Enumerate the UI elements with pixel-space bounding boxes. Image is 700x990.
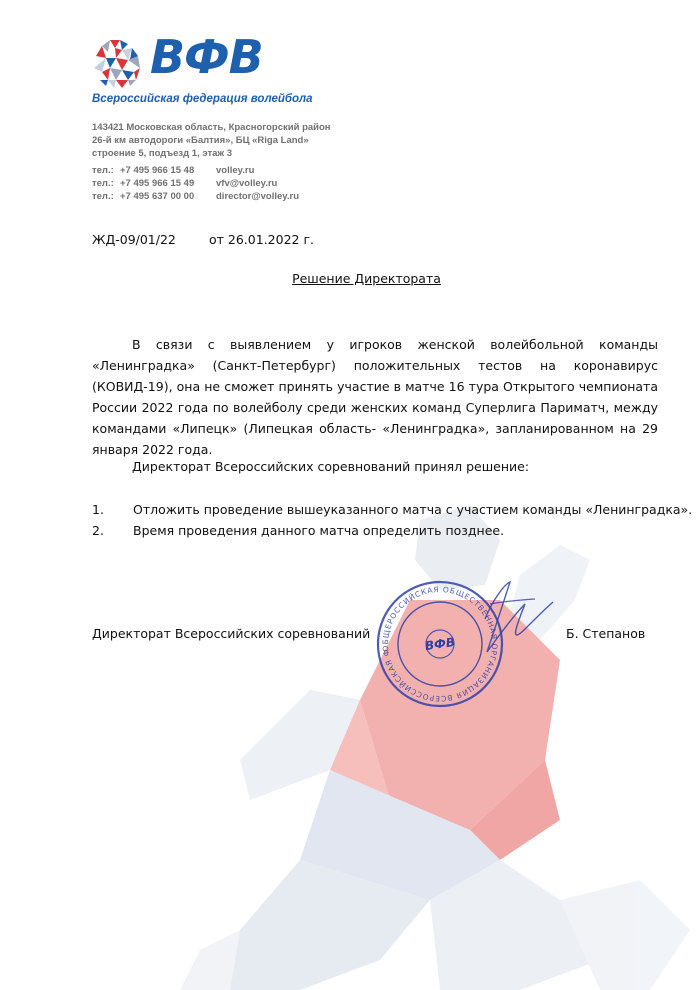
decision-intro: Директорат Всероссийских соревнований принял решение: <box>132 459 530 474</box>
phone-number: +7 495 637 00 00 <box>120 191 195 202</box>
signatory-name: Б. Степанов <box>566 626 646 641</box>
federation-name: Всероссийская федерация волейбола <box>92 93 313 105</box>
address-line: 26-й км автодороги «Балтия», БЦ «Riga Land» <box>92 135 309 146</box>
address-block <box>92 121 331 160</box>
list-item-number: 2. <box>92 523 104 538</box>
document-date: от 26.01.2022 г. <box>209 232 314 247</box>
list-item-text: Отложить проведение вышеуказанного матча с участием команды «Ленинградка». <box>133 502 693 517</box>
contact-row <box>92 177 299 190</box>
decision-list <box>92 499 692 541</box>
official-stamp <box>375 574 555 714</box>
contact-row <box>92 190 299 203</box>
main-paragraph: В связи с выявлением у игроков женской волейбольной команды «Ленинградка» (Санкт-Петербург) положительных тестов на коронавирус (КОВИД-19), она не сможет принять участие в матче 16 тура Открытого чемпионата России 2022 года по волейболу среди женских команд Суперлига Париматч, между командами «Липецк» (Липецкая область- «Ленинградка», запланированном на 29 января 2022 года. <box>92 337 658 457</box>
contact-row <box>92 164 299 177</box>
contact-email[interactable]: director@volley.ru <box>216 191 299 202</box>
phone-number: +7 495 966 15 48 <box>120 165 195 176</box>
list-item <box>92 520 692 541</box>
phone-label: тел.: <box>92 178 114 189</box>
reference-number: ЖД-09/01/22 <box>92 232 176 247</box>
address-line: строение 5, подъезд 1, этаж 3 <box>92 148 233 159</box>
vfv-logo-text: ВФВ <box>150 30 263 84</box>
phone-label: тел.: <box>92 165 114 176</box>
phone-label: тел.: <box>92 191 114 202</box>
list-item-number: 1. <box>92 502 104 517</box>
reference-line <box>92 232 314 247</box>
phone-number: +7 495 966 15 49 <box>120 178 195 189</box>
address-line: 143421 Московская область, Красногорский район <box>92 122 331 133</box>
list-item-text: Время проведения данного матча определить позднее. <box>133 523 505 538</box>
contact-web[interactable]: volley.ru <box>216 165 255 176</box>
stamp-ring-text: ОБЩЕРОССИЙСКАЯ ОБЩЕСТВЕННАЯ ОРГАНИЗАЦИЯ ВСЕРОССИЙСКАЯ ФЕДЕРАЦИЯ <box>380 584 500 704</box>
stamp-center-text: ВФВ <box>424 634 456 654</box>
contact-email[interactable]: vfv@volley.ru <box>216 178 278 189</box>
contacts-block <box>92 164 299 203</box>
vfv-logo-icon <box>92 38 144 90</box>
signatory-organization: Директорат Всероссийских соревнований <box>92 626 371 641</box>
list-item <box>92 499 692 520</box>
document-title: Решение Директората <box>292 271 441 286</box>
